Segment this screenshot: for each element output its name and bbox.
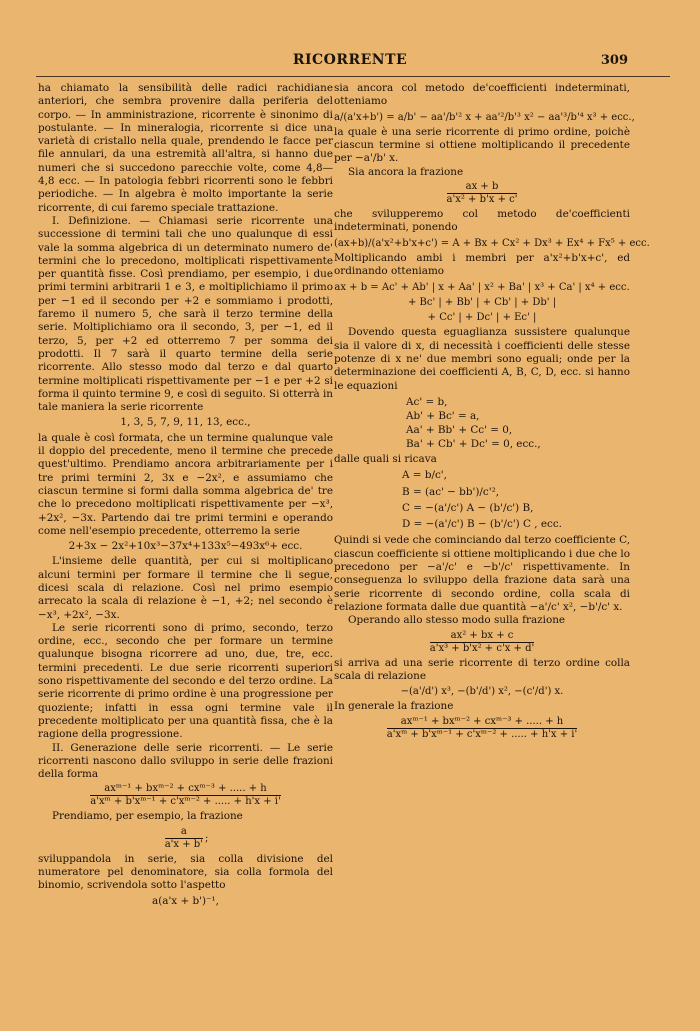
development-2: (ax+b)/(a'x²+b'x+c') = A + Bx + Cx² + Dx³ + Ex⁴ + Fx⁵ + ecc. [334, 237, 650, 249]
fraction-numerator: axᵐ⁻¹ + bxᵐ⁻² + cxᵐ⁻³ + ..... + h [387, 716, 577, 729]
equation-list [406, 395, 630, 451]
paragraph: ha chiamato la sensibilità delle radici rachidiane anteriori, che sembra provenire dalla periferia del corpo. — In amministrazione, ricorrente è sinonimo di postulante. — In mineralogia, ricorrente si dice una varietà di cristallo nella quale, prendendo le facce per file annulari, da una estremità all'altra, si hanno due numeri che si succedono parecchie volte, come 4,8—4,8 ecc. — In patologia febbri ricorrenti sono le febbri periodiche. — In algebra è molto importante la serie ricorrente, di cui faremo speciale trattazione. [38, 82, 333, 214]
solution-list [402, 469, 630, 531]
paragraph: Moltiplicando ambi i membri per a'x²+b'x+c', ed ordinando otteniamo [334, 251, 630, 278]
page-number: 309 [600, 53, 628, 68]
series-example-1: 1, 3, 5, 7, 9, 11, 13, ecc., [120, 416, 251, 429]
general-fraction-2 [334, 716, 630, 741]
fraction-third-order [334, 630, 630, 655]
multiplication-line-2: + Bc' | + Bb' | + Cb' | + Db' | [407, 296, 557, 308]
paragraph: dalle quali si ricava [334, 452, 437, 465]
fraction-denominator: a'x² + b'x + c' [446, 194, 518, 206]
paragraph: la quale è una serie ricorrente di primo ordine, poichè ciascun termine si ottiene moltiplicando il precedente per −a'/b' x. [334, 125, 630, 165]
development-1: a/(a'x+b') = a/b' − aa'/b'² x + aa'²/b'³ x² − aa'³/b'⁴ x³ + ecc., [334, 111, 635, 123]
multiplication-line-3: + Cc' | + Dc' | + Ec' | [427, 312, 537, 324]
paragraph-generation: II. Generazione delle serie ricorrenti. — Le serie ricorrenti nascono dallo sviluppo in serie delle frazioni della forma [38, 741, 333, 781]
equation: Ba' + Cb' + Dc' = 0, ecc., [406, 437, 541, 450]
paragraph: In generale la frazione [334, 700, 454, 713]
series-example-2: 2+3x − 2x²+10x³−37x⁴+133x⁵−493x⁶+ ecc. [68, 540, 303, 553]
solution-a: A = b/c', [402, 469, 447, 482]
paragraph: Sia ancora la frazione [348, 165, 464, 178]
equation: Ab' + Bc' = a, [406, 409, 480, 422]
right-column [334, 82, 650, 743]
paragraph: Quindi si vede che cominciando dal terzo coefficiente C, ciascun coefficiente si ottiene moltiplicando i due che lo precedono per −a'/c' e −b'/c' rispettivamente. In conseguenza lo sviluppo della frazione data sarà una serie ricorrente di secondo ordine, colla scala di relazione formata dalle due quantità −a'/c' x², −b'/c' x. [334, 534, 631, 613]
paragraph: che svilupperemo col metodo de'coefficienti indeterminati, ponendo [334, 208, 630, 234]
paragraph: sia ancora col metodo de'coefficienti indeterminati, otteniamo [334, 82, 630, 108]
fraction-denominator: a'x + b' [164, 838, 203, 850]
fraction-denominator: a'x³ + b'x² + c'x + d' [429, 642, 535, 654]
paragraph: Operando allo stesso modo sulla frazione [348, 614, 566, 627]
left-column [38, 82, 333, 910]
paragraph-scale: L'insieme delle quantità, per cui si moltiplicano alcuni termini per formare il termine che li segue, dicesi scala di relazione. Così nel primo esempio arrecato la scala di relazione è −1, +2; nel secondo è −x³, +2x², −3x. [38, 555, 333, 621]
formula-tail: ; [204, 832, 209, 844]
fraction-numerator: axᵐ⁻¹ + bxᵐ⁻² + cxᵐ⁻³ + ..... + h [90, 783, 280, 796]
paragraph: si arriva ad una serie ricorrente di terzo ordine colla scala di relazione [334, 656, 630, 682]
fraction-second-order [334, 181, 630, 206]
scale-third-order: −(a'/d') x³, −(b'/d') x², −(c'/d') x. [400, 686, 564, 698]
fraction-numerator: ax² + bx + c [430, 630, 535, 643]
general-fraction [38, 783, 333, 808]
equation: Ac' = b, [406, 395, 448, 408]
paragraph: la quale è così formata, che un termine qualunque vale il doppio del precedente, meno il termine che precede quest'ultimo. Prendiamo ancora arbitrariamente per i tre primi termini 2, 3x e −2x², e assumiamo che ciascun termine si formi dalla somma algebrica de' tre che lo precedono moltiplicati rispettivamente per −x³, +2x², −3x. Partendo dai tre primi termini e operando come nell'esempio precedente, otterremo la serie [38, 431, 333, 537]
page-header [0, 52, 700, 72]
fraction-numerator: ax + b [447, 181, 518, 194]
paragraph: Dovendo questa eguaglianza sussistere qualunque sia il valore di x, di necessità i coefficienti delle stesse potenze di x ne' due membri sono eguali; onde per la determinazione dei coefficienti A, B, C, D, ecc. si hanno le equazioni [334, 326, 630, 392]
fraction-denominator: a'xᵐ + b'xᵐ⁻¹ + c'xᵐ⁻² + ..... + h'x + i' [90, 796, 281, 808]
equation: Aa' + Bb' + Cc' = 0, [406, 423, 513, 436]
fraction-numerator: a [165, 826, 203, 839]
header-rule [36, 76, 670, 77]
solution-c: C = −(a'/c') A − (b'/c') B, [402, 501, 534, 514]
binomial-formula: a(a'x + b')⁻¹, [152, 894, 219, 907]
simple-fraction [38, 826, 333, 851]
running-title: RICORRENTE [292, 52, 408, 68]
paragraph-definition: I. Definizione. — Chiamasi serie ricorrente una successione di termini tali che uno qualunque di essi vale la somma algebrica di un determinato numero de' termini che lo precedono, moltiplicati rispettivamente per quantità fisse. Così prendiamo, per esempio, i due primi termini arbitrarii 1 e 3, e moltiplichiamo il primo per −1 ed il secondo per +2 e sommiamo i prodotti, faremo il numero 5, che sarà il terzo termine della serie. Moltiplichiamo ora il secondo, 3, per −1, ed il terzo, 5, per +2 ed otterremo 7 per somma dei prodotti. Il 7 sarà il quarto termine della serie ricorrente. Allo stesso modo dal terzo e dal quarto termine moltiplicati rispettivamente per −1 e per +2 si forma il quinto termine 9, e così di seguito. Si otterrà in tale maniera la serie ricorrente [38, 214, 334, 414]
solution-b: B = (ac' − bb')/c'², [402, 485, 500, 498]
solution-d: D = −(a'/c') B − (b'/c') C , ecc. [402, 518, 562, 531]
fraction-denominator: a'xᵐ + b'xᵐ⁻¹ + c'xᵐ⁻² + ..... + h'x + i' [386, 728, 578, 740]
paragraph: Prendiamo, per esempio, la frazione [52, 810, 243, 823]
multiplication-line-1: ax + b = Ac' + Ab' | x + Aa' | x² + Ba' | x³ + Ca' | x⁴ + ecc. [334, 281, 630, 293]
paragraph: sviluppandola in serie, sia colla divisione del numeratore pel denominatore, sia colla formola del binomio, scrivendola sotto l'aspetto [38, 852, 333, 892]
paragraph-orders: Le serie ricorrenti sono di primo, secondo, terzo ordine, ecc., secondo che per formare un termine qualunque bisogna ricorrere ad uno, due, tre, ecc. termini precedenti. Le due serie ricorrenti superiori sono rispettivamente del secondo e del terzo ordine. La serie ricorrente di primo ordine è una progressione per quoziente; infatti in essa ogni termine vale il precedente moltiplicato per una quantità fissa, che è la ragione della progressione. [38, 621, 333, 741]
